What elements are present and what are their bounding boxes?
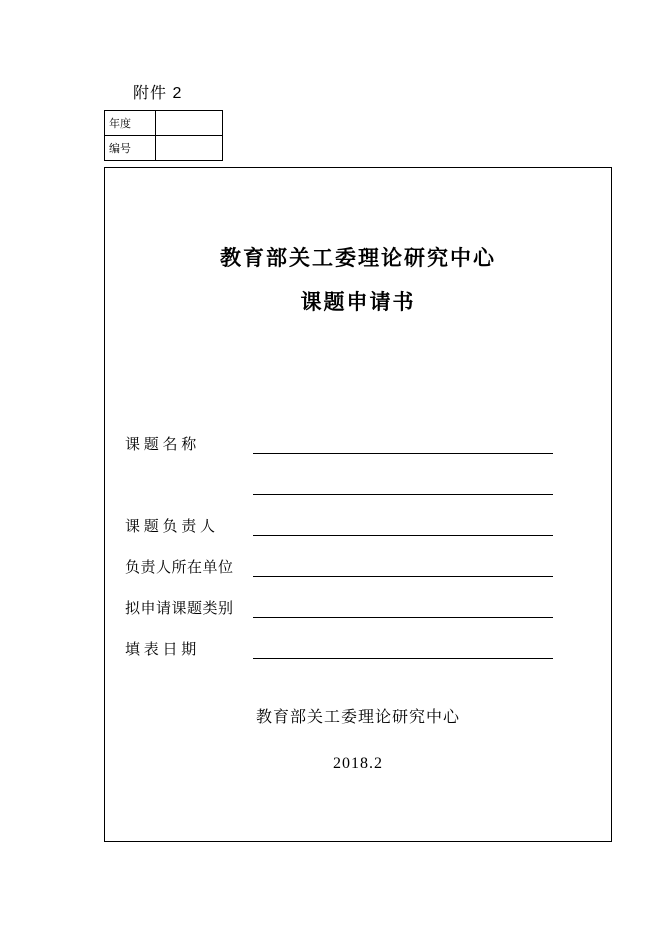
field-label-project-name: 课 题 名 称 bbox=[125, 437, 197, 453]
title-block bbox=[105, 236, 611, 324]
field-label-project-category: 拟申请课题类别 bbox=[125, 601, 234, 617]
field-input-project-leader[interactable] bbox=[253, 515, 553, 536]
meta-label-number: 编号 bbox=[105, 136, 156, 161]
field-input-project-name[interactable] bbox=[253, 433, 553, 454]
meta-value-number[interactable] bbox=[156, 136, 223, 161]
field-row-project-name-continued bbox=[105, 454, 611, 495]
field-row-project-leader bbox=[105, 495, 611, 536]
table-row bbox=[105, 111, 223, 136]
field-input-fill-date[interactable] bbox=[253, 638, 553, 659]
field-row-project-name bbox=[105, 413, 611, 454]
cover-frame bbox=[104, 167, 612, 842]
footer-date: 2018.2 bbox=[333, 755, 383, 772]
footer-organization: 教育部关工委理论研究中心 bbox=[255, 709, 460, 726]
table-row bbox=[105, 136, 223, 161]
fields-section bbox=[105, 413, 611, 659]
field-label-fill-date: 填 表 日 期 bbox=[125, 642, 197, 658]
field-label-project-leader: 课 题 负 责 人 bbox=[125, 519, 216, 535]
field-input-leader-unit[interactable] bbox=[253, 556, 553, 577]
meta-table bbox=[104, 110, 223, 161]
field-row-fill-date bbox=[105, 618, 611, 659]
page-title-line-2: 课题申请书 bbox=[300, 290, 416, 314]
field-input-project-name-continued[interactable] bbox=[253, 474, 553, 495]
field-row-project-category bbox=[105, 577, 611, 618]
meta-label-year: 年度 bbox=[105, 111, 156, 136]
footer-block bbox=[105, 704, 611, 773]
page-title-line-1: 教育部关工委理论研究中心 bbox=[220, 246, 496, 270]
field-row-leader-unit bbox=[105, 536, 611, 577]
field-input-project-category[interactable] bbox=[253, 597, 553, 618]
meta-value-year[interactable] bbox=[156, 111, 223, 136]
field-label-leader-unit: 负责人所在单位 bbox=[125, 560, 234, 576]
attachment-label: 附件 2 bbox=[133, 85, 183, 102]
